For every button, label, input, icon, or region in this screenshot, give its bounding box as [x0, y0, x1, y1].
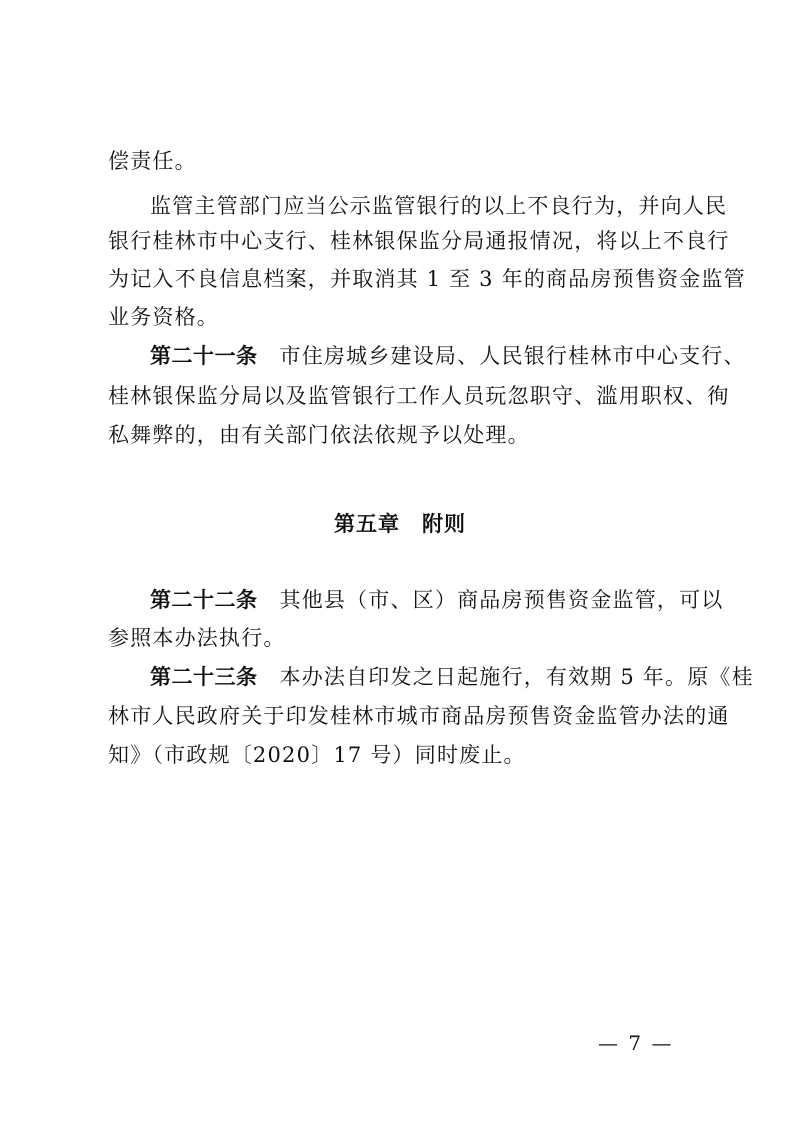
article-23-line: [150, 663, 754, 691]
paragraph-line: 知》（市政规〔2020〕17 号）同时废止。: [108, 743, 526, 767]
paragraph-line: 参照本办法执行。: [108, 626, 286, 650]
article-21-label: 第二十一条: [150, 344, 258, 368]
paragraph-line: 偿责任。: [108, 149, 197, 173]
article-21-line: [150, 342, 746, 370]
chapter-heading: 第五章 附则: [334, 512, 466, 536]
article-22-text: 其他县（市、区）商品房预售资金监管，可以: [279, 588, 724, 612]
article-22-line: [150, 586, 724, 614]
page-number: — 7 —: [598, 1031, 674, 1055]
article-23-label: 第二十三条: [150, 665, 258, 689]
article-23-text: 本办法自印发之日起施行，有效期 5 年。原《桂: [279, 665, 754, 689]
paragraph-line: 林市人民政府关于印发桂林市城市商品房预售资金监管办法的通: [108, 704, 730, 728]
article-21-text: 市住房城乡建设局、人民银行桂林市中心支行、: [279, 344, 746, 368]
paragraph-line: 银行桂林市中心支行、桂林银保监分局通报情况，将以上不良行: [108, 229, 730, 253]
paragraph-line: 桂林银保监分局以及监管银行工作人员玩忽职守、滥用职权、徇: [108, 384, 730, 408]
paragraph-line: 监管主管部门应当公示监管银行的以上不良行为，并向人民: [150, 194, 728, 218]
paragraph-line: 私舞弊的，由有关部门依法依规予以处理。: [108, 423, 530, 447]
article-22-label: 第二十二条: [150, 588, 258, 612]
paragraph-line: 业务资格。: [108, 305, 219, 329]
paragraph-line: 为记入不良信息档案，并取消其 1 至 3 年的商品房预售资金监管: [108, 267, 746, 291]
